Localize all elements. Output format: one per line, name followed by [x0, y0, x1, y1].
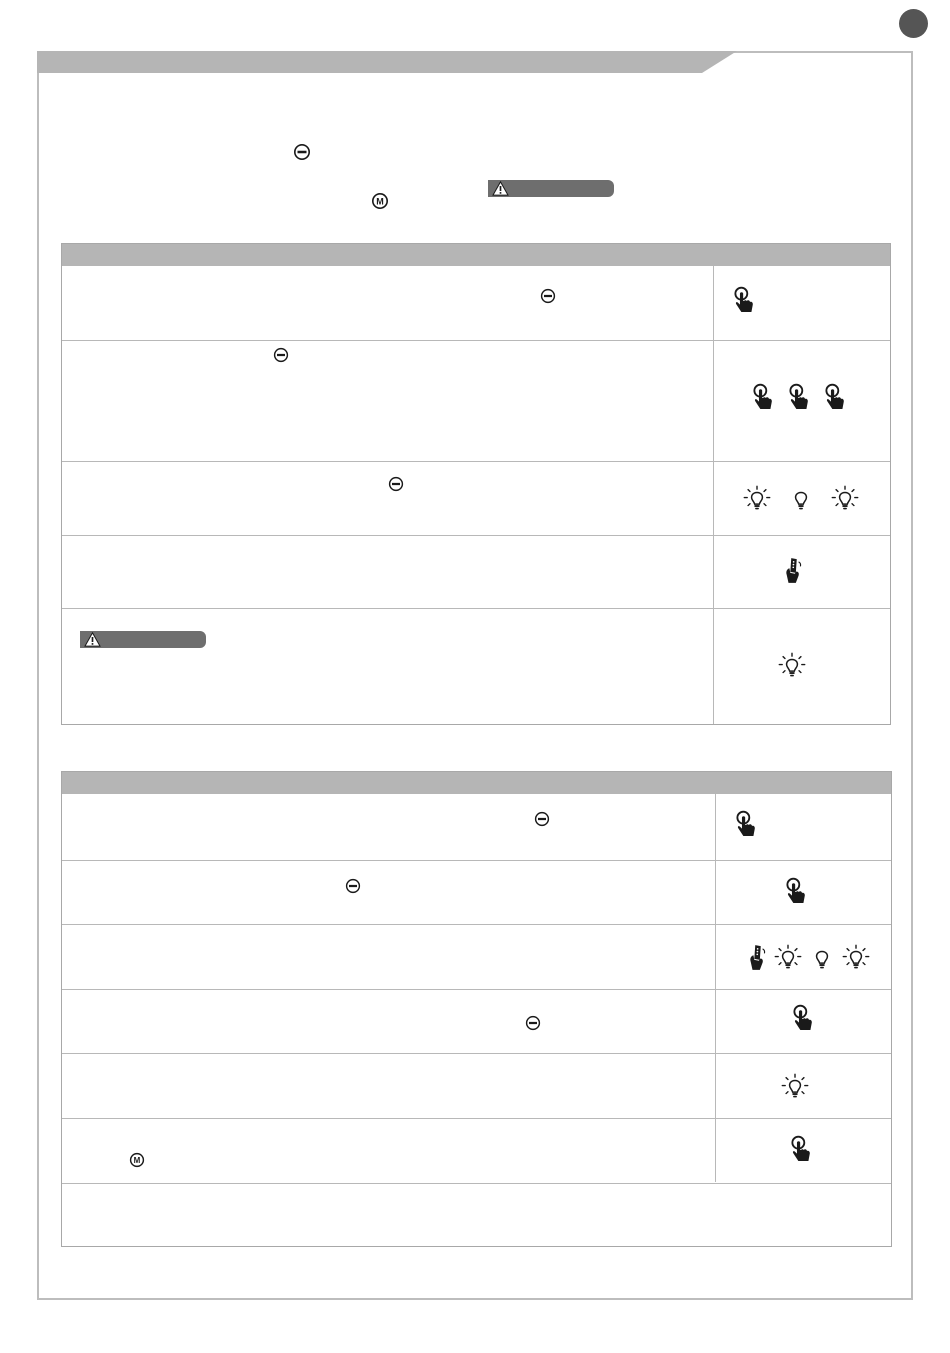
- page-number-marker: [899, 9, 928, 38]
- section-banner: [37, 51, 737, 73]
- table-row: [62, 794, 891, 860]
- table-row: [62, 340, 890, 461]
- press-hand-icon: [786, 877, 808, 907]
- press-hand-icon: [791, 1135, 813, 1165]
- remote-control-icon: [747, 943, 769, 973]
- bulb-on-icon: [773, 943, 803, 973]
- minus-button-icon: [273, 347, 289, 363]
- press-hand-icon: [736, 810, 758, 840]
- bulb-off-icon: [786, 484, 816, 514]
- minus-button-icon: [345, 878, 361, 894]
- table-row: [62, 1053, 891, 1118]
- mode-button-icon: [371, 192, 389, 210]
- warning-icon: [83, 632, 102, 647]
- bulb-on-icon: [780, 1072, 810, 1102]
- table-row: [62, 608, 890, 725]
- bulb-on-icon: [830, 484, 860, 514]
- minus-button-icon: [525, 1015, 541, 1031]
- minus-button-icon: [293, 143, 311, 161]
- remote-control-icon: [783, 556, 805, 586]
- press-hand-icon: [753, 383, 775, 413]
- bulb-on-icon: [777, 651, 807, 681]
- table-header: [62, 244, 890, 266]
- mode-button-icon: [129, 1152, 145, 1168]
- bulb-on-icon: [841, 943, 871, 973]
- press-hand-icon: [825, 383, 847, 413]
- bulb-off-icon: [807, 943, 837, 973]
- table-row: [62, 1118, 891, 1183]
- minus-button-icon: [388, 476, 404, 492]
- press-hand-icon: [789, 383, 811, 413]
- warning-badge: [80, 631, 206, 648]
- press-hand-icon: [793, 1004, 815, 1034]
- warning-icon: [491, 181, 510, 196]
- table-row: [62, 266, 890, 340]
- table-row: [62, 860, 891, 924]
- press-hand-icon: [734, 286, 756, 316]
- table-row: [62, 924, 891, 989]
- bulb-on-icon: [742, 484, 772, 514]
- table-row-note: [62, 1183, 891, 1246]
- table-row: [62, 989, 891, 1053]
- minus-button-icon: [540, 288, 556, 304]
- table-row: [62, 535, 890, 608]
- procedure-table-1: [61, 243, 891, 725]
- table-header: [62, 772, 891, 794]
- table-row: [62, 461, 890, 535]
- procedure-table-2: [61, 771, 892, 1247]
- warning-badge: [488, 180, 614, 197]
- minus-button-icon: [534, 811, 550, 827]
